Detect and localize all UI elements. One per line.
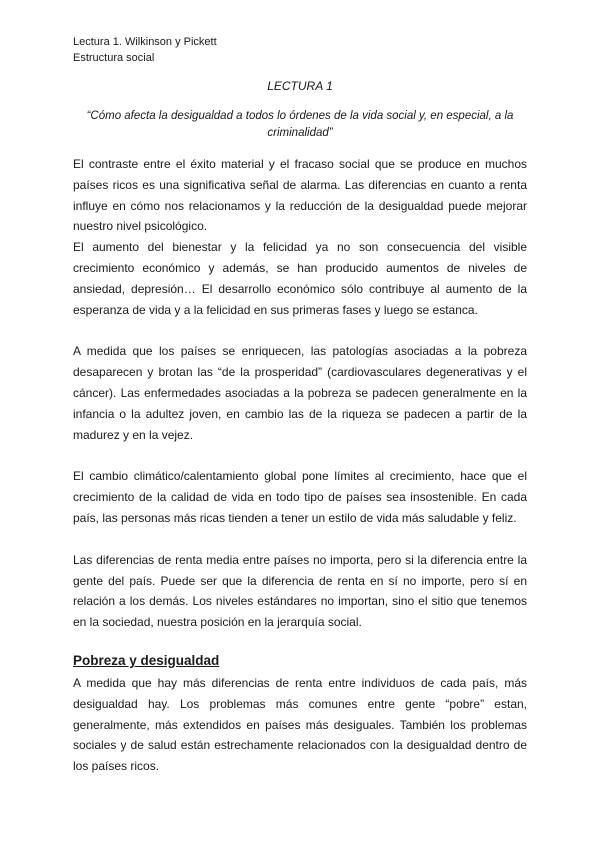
- paragraph-1: El contraste entre el éxito material y el fracaso social que se produce en muchos países ricos es una significativa señal de alarma. Las diferencias en cuanto a renta influye en cómo nos relacionamos y la reducción de la desigualdad puede mejorar nuestro nivel psicológico.: [73, 157, 527, 234]
- paragraph-5: Las diferencias de renta media entre países no importa, pero si la diferencia entre la gente del país. Puede ser que la diferencia de renta en sí no importe, pero sí en relación a los demás. Los niveles estándares no importan, sino el sitio que tenemos en la sociedad, nuestra posición en la jerarquía social.: [73, 552, 527, 630]
- section-paragraph: A medida que hay más diferencias de renta entre individuos de cada país, más desigualdad hay. Los problemas más comunes entre gente “pobre” estan, generalmente, más extendidos en países más desiguales. También los problemas sociales y de salud están estrechamente relacionados con la desigualdad dentro de los países ricos.: [73, 675, 527, 774]
- paragraph-2: El aumento del bienestar y la felicidad ya no son consecuencia del visible crecimiento económico y además, se han producido aumentos de niveles de ansiedad, depresión… El desarrollo económico sólo contribuye al aumento de la esperanza de vida y a la felicidad en sus primeras fases y luego se estanca.: [73, 240, 527, 317]
- section-heading: Pobreza y desigualdad: [73, 652, 220, 668]
- document-subtitle: “Cómo afecta la desigualdad a todos lo órdenes de la vida social y, en especial, a la criminalidad”: [86, 110, 514, 139]
- header-subject: Estructura social: [73, 52, 155, 64]
- header-course: Lectura 1. Wilkinson y Pickett: [73, 36, 217, 48]
- paragraph-4: El cambio climático/calentamiento global pone límites al crecimiento, hace que el crecimiento de la calidad de vida en todo tipo de países sea insostenible. En cada país, las personas más ricas tienden a tener un estilo de vida más saludable y feliz.: [73, 469, 527, 525]
- document-page: [73, 34, 527, 777]
- document-title: LECTURA 1: [267, 79, 333, 93]
- paragraph-3: A medida que los países se enriquecen, las patologías asociadas a la pobreza desaparecen y brotan las “de la prosperidad” (cardiovasculares degenerativas y el cáncer). Las enfermedades asociadas a la pobreza se padecen generalmente en la infancia o la adultez joven, en cambio las de la riqueza se padecen a partir de la madurez y en la vejez.: [73, 344, 527, 442]
